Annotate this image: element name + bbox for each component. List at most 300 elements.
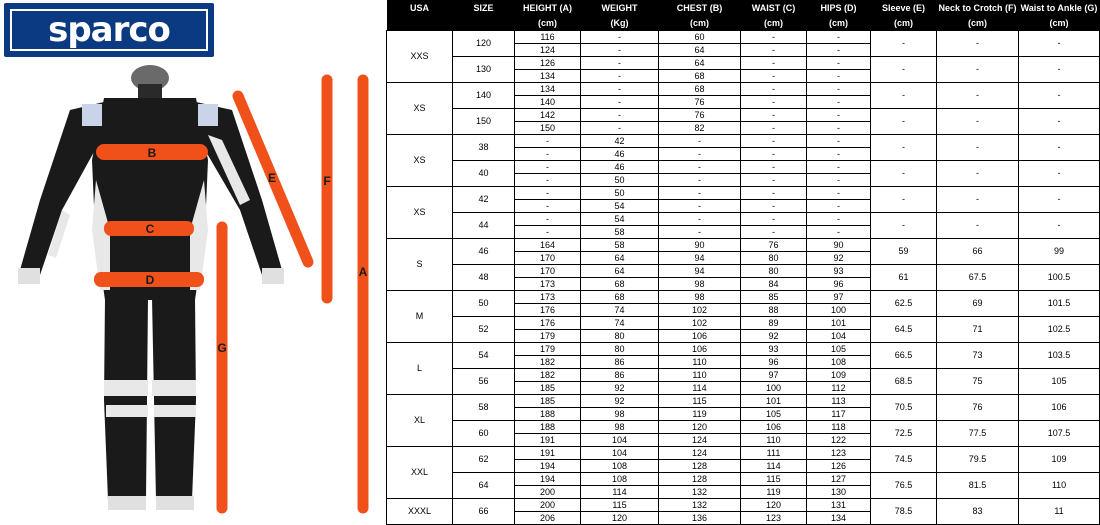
measurement-cell: 115 [659,395,741,408]
extra-measurement-cell: 64.5 [871,317,937,343]
column-header: CHEST (B) [659,0,741,15]
extra-measurement-cell: 67.5 [937,265,1019,291]
eu-size-cell: 42 [453,187,515,213]
extra-measurement-cell: - [871,109,937,135]
extra-measurement-cell: - [1019,109,1100,135]
measurement-cell: 64 [581,252,659,265]
measurement-cell: 112 [807,382,871,395]
table-row [387,499,1100,512]
column-header: USA [387,0,453,15]
measurement-cell: 54 [581,200,659,213]
table-body [387,31,1100,525]
measurement-cell: - [741,148,807,161]
measurement-cell: 140 [515,96,581,109]
extra-measurement-cell: - [871,161,937,187]
racing-suit-illustration [0,0,385,525]
measurement-cell: 97 [741,369,807,382]
measurement-cell: 128 [659,460,741,473]
measurement-cell: 98 [581,421,659,434]
size-chart [386,0,1099,525]
table-row [387,239,1100,252]
column-unit [453,15,515,31]
eu-size-cell: 140 [453,83,515,109]
extra-measurement-cell: 105 [1019,369,1100,395]
extra-measurement-cell: - [937,31,1019,57]
label-e: E [267,171,277,185]
measurement-cell: - [515,213,581,226]
column-unit: (Kg) [581,15,659,31]
measurement-cell: - [741,200,807,213]
eu-size-cell: 38 [453,135,515,161]
table-row [387,161,1100,174]
measurement-cell: - [741,70,807,83]
measurement-cell: 98 [659,278,741,291]
measurement-cell: 124 [659,434,741,447]
table-row [387,187,1100,200]
extra-measurement-cell: 106 [1019,395,1100,421]
extra-measurement-cell: 70.5 [871,395,937,421]
suit-left-arm [20,102,104,275]
measurement-cell: 123 [741,512,807,525]
column-header: Neck to Crotch (F) [937,0,1019,15]
extra-measurement-cell: - [871,135,937,161]
measurement-cell: 98 [659,291,741,304]
measurement-cell: - [515,161,581,174]
measurement-cell: 76 [659,109,741,122]
measurement-cell: 104 [581,434,659,447]
measurement-cell: - [515,174,581,187]
measurement-cell: 123 [807,447,871,460]
table-row [387,343,1100,356]
measurement-cell: - [807,109,871,122]
extra-measurement-cell: 101.5 [1019,291,1100,317]
measurement-cell: 68 [659,70,741,83]
left-leg-stripe-lower [106,405,148,417]
size-table [386,0,1100,525]
extra-measurement-cell: - [871,213,937,239]
measurement-cell: 200 [515,499,581,512]
extra-measurement-cell: 100.5 [1019,265,1100,291]
measurement-cell: - [807,213,871,226]
eu-size-cell: 52 [453,317,515,343]
table-row [387,317,1100,330]
measurement-cell: 88 [741,304,807,317]
measurement-cell: 97 [807,291,871,304]
measurement-cell: 60 [659,31,741,44]
column-header: WEIGHT [581,0,659,15]
measurement-cell: 179 [515,330,581,343]
measurement-cell: - [515,148,581,161]
measurement-cell: 54 [581,213,659,226]
measurement-cell: 130 [807,486,871,499]
measurement-cell: 194 [515,460,581,473]
measurement-cell: 111 [741,447,807,460]
table-row [387,109,1100,122]
measurement-cell: - [741,96,807,109]
measurement-cell: 110 [741,434,807,447]
measurement-cell: 80 [741,252,807,265]
measurement-cell: 74 [581,304,659,317]
extra-measurement-cell: - [871,83,937,109]
table-row [387,83,1100,96]
measurement-cell: 164 [515,239,581,252]
extra-measurement-cell: - [1019,187,1100,213]
eu-size-cell: 54 [453,343,515,369]
measurement-cell: 191 [515,434,581,447]
extra-measurement-cell: 103.5 [1019,343,1100,369]
measurement-cell: - [807,148,871,161]
usa-size-cell: S [387,239,453,291]
extra-measurement-cell: 11 [1019,499,1100,525]
label-b: B [147,146,157,160]
measurement-cell: - [741,44,807,57]
measurement-cell: 100 [741,382,807,395]
measurement-cell: 84 [741,278,807,291]
measurement-cell: - [807,70,871,83]
measurement-cell: - [741,122,807,135]
measurement-cell: 200 [515,486,581,499]
extra-measurement-cell: 73 [937,343,1019,369]
label-f: F [323,174,331,188]
measurement-cell: 89 [741,317,807,330]
measurement-cell: - [741,31,807,44]
measurement-cell: 64 [581,265,659,278]
measurement-cell: 50 [581,187,659,200]
eu-size-cell: 44 [453,213,515,239]
measurement-cell: 108 [581,473,659,486]
usa-size-cell: L [387,343,453,395]
measurement-cell: 102 [659,304,741,317]
measurement-cell: 173 [515,278,581,291]
measurement-cell: 93 [807,265,871,278]
measurement-cell: 127 [807,473,871,486]
table-row [387,421,1100,434]
column-unit: (cm) [937,15,1019,31]
column-unit: (cm) [1019,15,1100,31]
measurement-cell: - [807,44,871,57]
measurement-cell: - [659,226,741,239]
measurement-cell: 80 [741,265,807,278]
measurement-cell: - [515,187,581,200]
extra-measurement-cell: 66.5 [871,343,937,369]
measurement-cell: - [581,96,659,109]
measurement-cell: - [807,57,871,70]
measurement-cell: 86 [581,356,659,369]
measurement-cell: 115 [581,499,659,512]
usa-size-cell: XL [387,395,453,447]
measurement-cell: - [515,135,581,148]
extra-measurement-cell: 79.5 [937,447,1019,473]
suit-right-cuff [262,268,284,284]
extra-measurement-cell: - [937,135,1019,161]
measurement-cell: - [807,174,871,187]
measurement-cell: 185 [515,382,581,395]
usa-size-cell: XS [387,83,453,135]
extra-measurement-cell: - [1019,213,1100,239]
suit-left-cuff [18,268,40,284]
extra-measurement-cell: 110 [1019,473,1100,499]
extra-measurement-cell: 68.5 [871,369,937,395]
eu-size-cell: 120 [453,31,515,57]
right-leg-stripe-lower [154,405,196,417]
extra-measurement-cell: - [1019,135,1100,161]
measurement-cell: 132 [659,499,741,512]
label-d: D [145,273,155,287]
label-g: G [217,341,227,355]
measurement-cell: - [807,187,871,200]
measurement-cell: 80 [581,343,659,356]
measurement-cell: 102 [659,317,741,330]
measurement-cell: 105 [741,408,807,421]
column-header: Sleeve (E) [871,0,937,15]
measurement-cell: 76 [741,239,807,252]
extra-measurement-cell: - [937,57,1019,83]
right-leg-stripe-upper [152,380,196,396]
measurement-cell: 68 [581,291,659,304]
measurement-cell: 104 [807,330,871,343]
measurement-cell: - [807,226,871,239]
measurement-cell: - [581,109,659,122]
extra-measurement-cell: - [1019,57,1100,83]
measurement-cell: 124 [515,44,581,57]
label-a: A [358,265,368,279]
extra-measurement-cell: 66 [937,239,1019,265]
extra-measurement-cell: 107.5 [1019,421,1100,447]
measurement-cell: 68 [581,278,659,291]
eu-size-cell: 66 [453,499,515,525]
measurement-cell: - [659,135,741,148]
measurement-cell: 173 [515,291,581,304]
extra-measurement-cell: 74.5 [871,447,937,473]
table-row [387,135,1100,148]
extra-measurement-cell: - [1019,31,1100,57]
usa-size-cell: XXXL [387,499,453,525]
measurement-cell: 46 [581,161,659,174]
right-ankle-cuff [156,496,194,510]
extra-measurement-cell: 109 [1019,447,1100,473]
table-row [387,213,1100,226]
extra-measurement-cell: 76.5 [871,473,937,499]
measurement-cell: 82 [659,122,741,135]
eu-size-cell: 130 [453,57,515,83]
extra-measurement-cell: 69 [937,291,1019,317]
measurement-cell: 68 [659,83,741,96]
left-shoulder-badge [82,104,102,126]
measurement-cell: - [741,83,807,96]
measurement-cell: 58 [581,239,659,252]
measurement-cell: - [659,174,741,187]
extra-measurement-cell: - [871,31,937,57]
measurement-cell: 86 [581,369,659,382]
size-diagram-panel [0,0,385,525]
left-leg-stripe-upper [104,380,148,396]
eu-size-cell: 60 [453,421,515,447]
right-shoulder-badge [198,104,218,126]
extra-measurement-cell: 81.5 [937,473,1019,499]
measurement-cell: - [581,44,659,57]
extra-measurement-cell: - [1019,161,1100,187]
column-header: SIZE [453,0,515,15]
measurement-cell: 119 [741,486,807,499]
measurement-cell: - [741,213,807,226]
measurement-cell: 96 [741,356,807,369]
column-unit [387,15,453,31]
measurement-cell: 76 [659,96,741,109]
measurement-cell: 120 [741,499,807,512]
measurement-cell: - [807,96,871,109]
measurement-cell: - [659,187,741,200]
measurement-cell: 115 [741,473,807,486]
measurement-cell: 80 [581,330,659,343]
extra-measurement-cell: - [937,109,1019,135]
table-row [387,31,1100,44]
measurement-cell: - [515,200,581,213]
measurement-cell: 114 [741,460,807,473]
measurement-cell: 106 [659,343,741,356]
measurement-cell: 206 [515,512,581,525]
measurement-cell: 124 [659,447,741,460]
measurement-cell: 150 [515,122,581,135]
extra-measurement-cell: 78.5 [871,499,937,525]
measurement-cell: 120 [581,512,659,525]
header-row [387,0,1100,15]
measurement-cell: - [581,31,659,44]
extra-measurement-cell: 99 [1019,239,1100,265]
measurement-cell: 188 [515,421,581,434]
measurement-cell: 179 [515,343,581,356]
eu-size-cell: 58 [453,395,515,421]
extra-measurement-cell: 83 [937,499,1019,525]
measurement-cell: 134 [515,83,581,96]
measurement-cell: - [659,213,741,226]
measurement-cell: 101 [741,395,807,408]
extra-measurement-cell: 72.5 [871,421,937,447]
eu-size-cell: 48 [453,265,515,291]
table-row [387,447,1100,460]
table-row [387,265,1100,278]
eu-size-cell: 50 [453,291,515,317]
measurement-cell: - [581,83,659,96]
left-ankle-cuff [108,496,146,510]
measurement-cell: 119 [659,408,741,421]
usa-size-cell: XXL [387,447,453,499]
table-row [387,291,1100,304]
measurement-cell: 93 [741,343,807,356]
logo-text: sparco [48,10,170,50]
measurement-cell: - [741,187,807,200]
measurement-cell: - [581,70,659,83]
measurement-cell: 116 [515,31,581,44]
measurement-cell: 42 [581,135,659,148]
measurement-cell: 46 [581,148,659,161]
measurement-cell: 106 [741,421,807,434]
measurement-cell: 120 [659,421,741,434]
measurement-cell: - [741,161,807,174]
measurement-cell: 64 [659,57,741,70]
eu-size-cell: 40 [453,161,515,187]
measurement-cell: 94 [659,265,741,278]
measurement-cell: 100 [807,304,871,317]
measurement-cell: 92 [807,252,871,265]
measurement-cell: 188 [515,408,581,421]
eu-size-cell: 64 [453,473,515,499]
table-row [387,473,1100,486]
suit-collar [138,84,162,100]
measurement-cell: - [581,122,659,135]
usa-size-cell: XXS [387,31,453,83]
column-header: Waist to Ankle (G) [1019,0,1100,15]
usa-size-cell: XS [387,187,453,239]
measurement-cell: 64 [659,44,741,57]
measurement-cell: 105 [807,343,871,356]
measurement-cell: 134 [807,512,871,525]
extra-measurement-cell: - [871,187,937,213]
measurement-cell: 122 [807,434,871,447]
measurement-cell: - [741,174,807,187]
eu-size-cell: 150 [453,109,515,135]
measurement-cell: - [515,226,581,239]
measurement-cell: 118 [807,421,871,434]
column-header: WAIST (C) [741,0,807,15]
measurement-cell: 94 [659,252,741,265]
measurement-cell: 90 [659,239,741,252]
measurement-cell: 191 [515,447,581,460]
measurement-cell: - [807,83,871,96]
extra-measurement-cell: 59 [871,239,937,265]
extra-measurement-cell: 76 [937,395,1019,421]
measurement-cell: - [581,57,659,70]
measurement-cell: 92 [741,330,807,343]
measurement-cell: - [741,135,807,148]
extra-measurement-cell: - [937,83,1019,109]
sparco-logo [4,3,214,57]
table-row [387,369,1100,382]
measurement-cell: 142 [515,109,581,122]
measurement-cell: 114 [581,486,659,499]
measurement-cell: - [807,135,871,148]
column-unit: (cm) [659,15,741,31]
column-unit: (cm) [871,15,937,31]
measurement-cell: 98 [581,408,659,421]
measurement-cell: 110 [659,369,741,382]
extra-measurement-cell: - [871,57,937,83]
eu-size-cell: 56 [453,369,515,395]
measurement-cell: - [741,57,807,70]
measurement-cell: - [659,148,741,161]
extra-measurement-cell: 62.5 [871,291,937,317]
measurement-cell: 92 [581,382,659,395]
measurement-cell: 131 [807,499,871,512]
measurement-cell: 108 [581,460,659,473]
extra-measurement-cell: 71 [937,317,1019,343]
measurement-cell: 104 [581,447,659,460]
measurement-cell: - [659,161,741,174]
measurement-cell: 117 [807,408,871,421]
measurement-cell: 90 [807,239,871,252]
measurement-cell: 176 [515,304,581,317]
extra-measurement-cell: - [937,161,1019,187]
eu-size-cell: 46 [453,239,515,265]
measurement-cell: 134 [515,70,581,83]
column-unit: (cm) [741,15,807,31]
measurement-cell: 182 [515,356,581,369]
measurement-cell: 92 [581,395,659,408]
table-row [387,395,1100,408]
extra-measurement-cell: 102.5 [1019,317,1100,343]
column-unit: (cm) [515,15,581,31]
measurement-cell: 106 [659,330,741,343]
suit-left-leg [104,298,148,500]
